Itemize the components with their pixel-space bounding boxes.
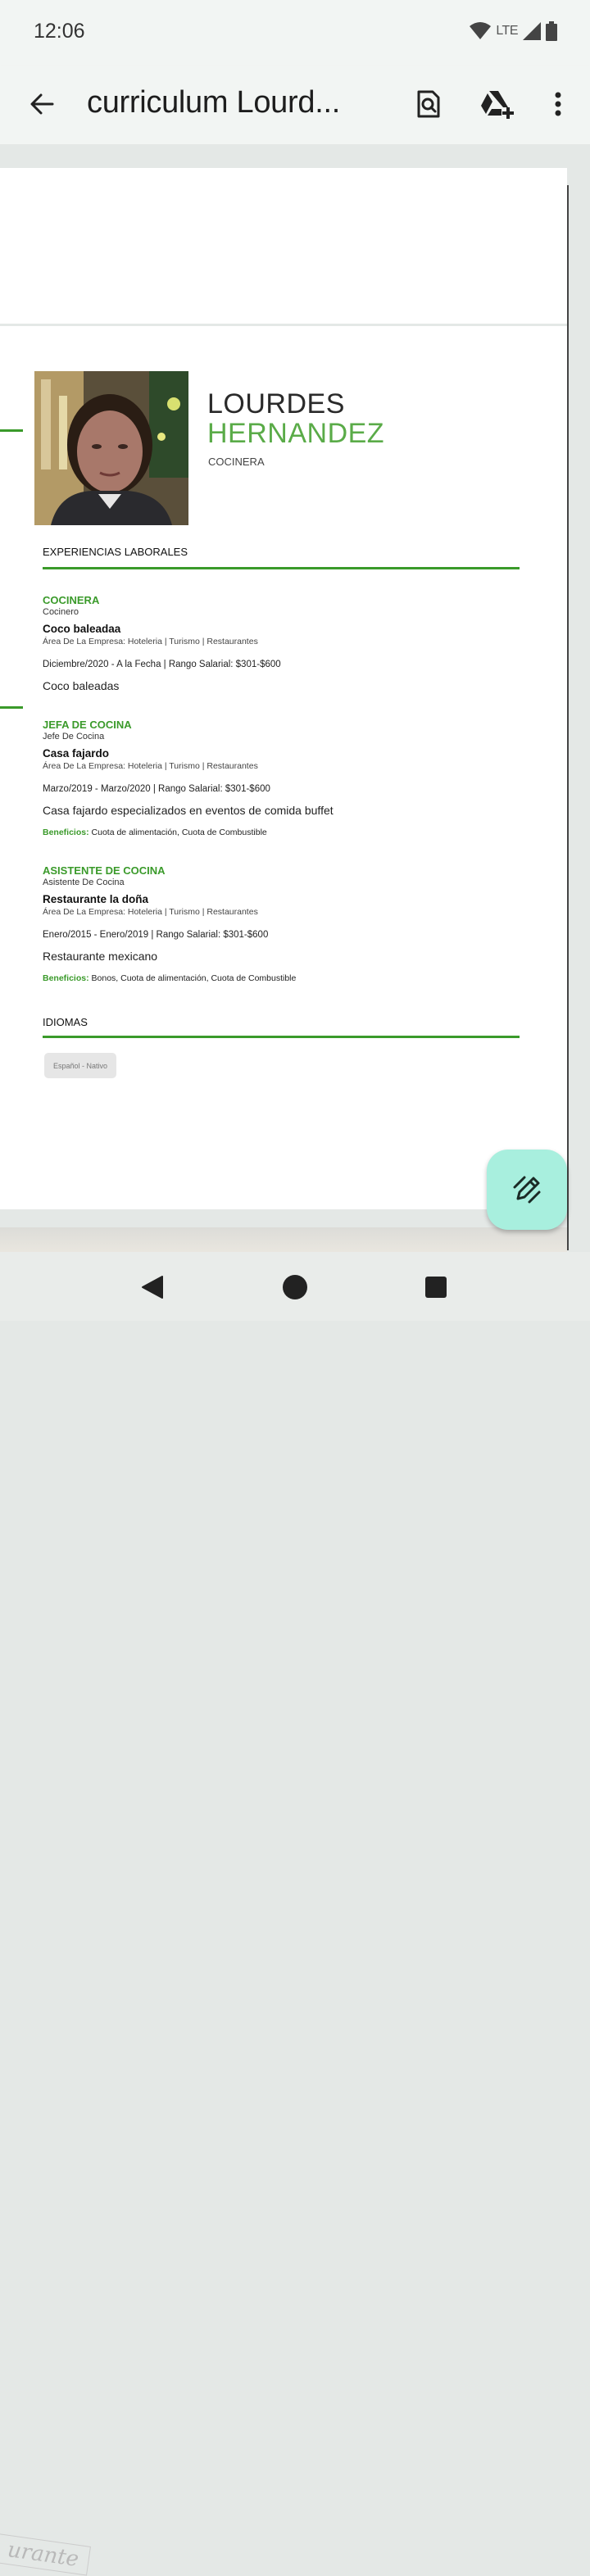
- job-description: Coco baleadas: [43, 679, 120, 692]
- company-name: Restaurante la doña: [43, 893, 149, 905]
- nav-home-button[interactable]: [275, 1267, 315, 1308]
- company-area: Área De La Empresa: Hoteleria | Turismo | Restaurantes: [43, 637, 258, 646]
- app-bar: [0, 66, 590, 144]
- job-subtitle: Cocinero: [43, 607, 79, 617]
- first-name: LOURDES: [207, 388, 345, 420]
- add-to-drive-button[interactable]: [477, 84, 518, 125]
- job-subtitle: Asistente De Cocina: [43, 878, 125, 887]
- job-benefits: [43, 973, 296, 983]
- status-icons: [470, 21, 557, 41]
- company-area: Área De La Empresa: Hoteleria | Turismo | Restaurantes: [43, 761, 258, 771]
- last-name: HERNANDEZ: [207, 418, 385, 449]
- company-area: Área De La Empresa: Hoteleria | Turismo | Restaurantes: [43, 907, 258, 917]
- job-title: COCINERA: [43, 594, 100, 606]
- back-button[interactable]: [21, 84, 62, 125]
- navigation-bar: [0, 1252, 590, 2572]
- more-vert-icon: [554, 92, 562, 116]
- language-chip: Español - Nativo: [44, 1053, 116, 1078]
- role-title: COCINERA: [208, 456, 265, 468]
- section-divider: [43, 567, 520, 569]
- pdf-page-3: [0, 1227, 567, 1252]
- job-subtitle: Jefe De Cocina: [43, 732, 105, 742]
- job-dates: Marzo/2019 - Marzo/2020 | Rango Salarial: $301-$600: [43, 784, 270, 794]
- nav-recents-button[interactable]: [415, 1267, 456, 1308]
- company-name: Coco baleadaa: [43, 623, 121, 635]
- job-title: JEFA DE COCINA: [43, 719, 132, 731]
- document-title: curriculum Lourd...: [87, 85, 340, 120]
- edit-fab[interactable]: [487, 1150, 567, 1230]
- pdf-page-1: [0, 168, 567, 324]
- company-name: Casa fajardo: [43, 747, 110, 760]
- lte-label: LTE: [496, 24, 518, 38]
- section-divider: [43, 1036, 520, 1038]
- nav-recents-icon: [424, 1276, 447, 1299]
- job-description: Restaurante mexicano: [43, 950, 158, 963]
- background-page-text: urante: [0, 2533, 91, 2575]
- drive-add-icon: [480, 89, 515, 119]
- job-dates: Diciembre/2020 - A la Fecha | Rango Salarial: $301-$600: [43, 660, 281, 669]
- status-time: 12:06: [34, 20, 85, 43]
- job-dates: Enero/2015 - Enero/2019 | Rango Salarial: $301-$600: [43, 930, 269, 940]
- decorative-side-mark: [0, 706, 23, 709]
- nav-home-icon: [282, 1274, 308, 1300]
- document-search-icon: [416, 89, 441, 119]
- profile-photo: [34, 371, 188, 525]
- benefits-text: Cuota de alimentación, Cuota de Combustible: [91, 828, 267, 837]
- scrollbar[interactable]: [567, 185, 569, 1250]
- job-benefits: [43, 828, 267, 837]
- arrow-left-icon: [30, 93, 54, 115]
- benefits-label: Beneficios:: [43, 973, 89, 983]
- status-bar: [0, 0, 590, 66]
- job-title: ASISTENTE DE COCINA: [43, 864, 166, 877]
- cell-signal-icon: [523, 22, 541, 40]
- job-description: Casa fajardo especializados en eventos de comida buffet: [43, 804, 334, 817]
- decorative-side-mark: [0, 429, 23, 432]
- battery-icon: [546, 21, 557, 41]
- wifi-icon: [470, 22, 491, 40]
- find-in-document-button[interactable]: [408, 84, 449, 125]
- experience-heading: EXPERIENCIAS LABORALES: [43, 546, 188, 558]
- benefits-label: Beneficios:: [43, 828, 89, 837]
- nav-back-button[interactable]: [132, 1267, 173, 1308]
- pen-edit-icon: [511, 1174, 542, 1205]
- languages-heading: IDIOMAS: [43, 1016, 88, 1028]
- benefits-text: Bonos, Cuota de alimentación, Cuota de Combustible: [91, 973, 297, 983]
- nav-back-icon: [141, 1275, 164, 1299]
- more-options-button[interactable]: [538, 84, 579, 125]
